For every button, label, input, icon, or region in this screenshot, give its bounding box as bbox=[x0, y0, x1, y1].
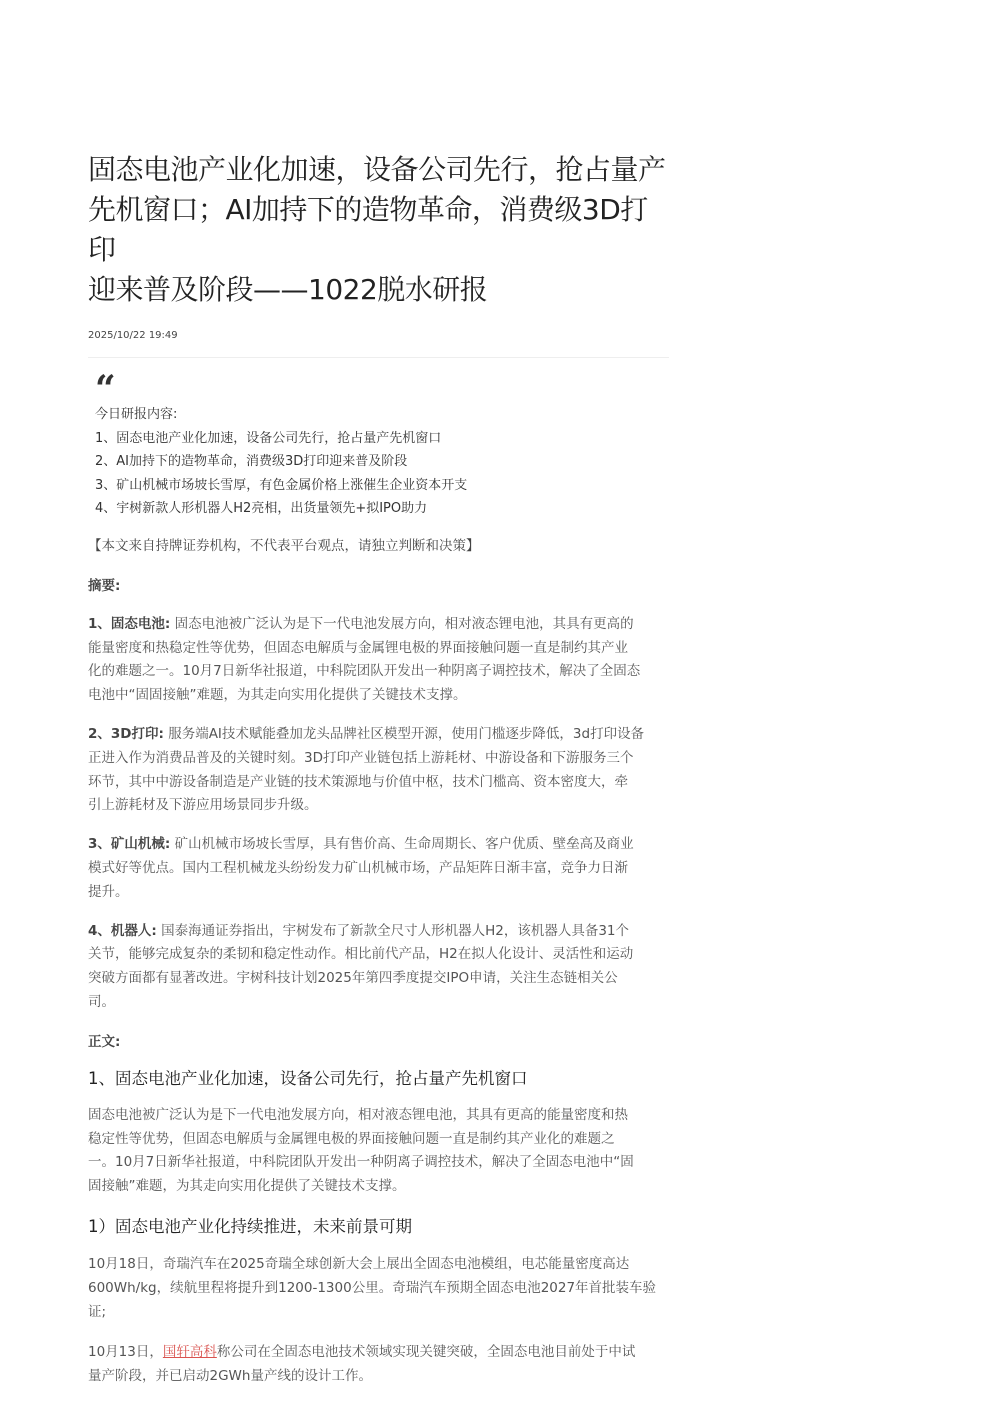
summary-item-label: 2、3D打印: bbox=[88, 725, 164, 742]
summary-line: 化的难题之一。10月7日新华社报道，中科院团队开发出一种阴离子调控技术，解决了全固态 bbox=[88, 663, 641, 680]
paragraph-line: 量产阶段，并已启动2GWh量产线的设计工作。 bbox=[88, 1368, 372, 1385]
summary-item bbox=[88, 833, 669, 904]
summary-text: 固态电池被广泛认为是下一代电池发展方向，相对液态锂电池，其具有更高的 bbox=[170, 615, 634, 632]
quote-mark-icon: “ bbox=[95, 368, 116, 410]
quote-line: 今日研报内容: bbox=[95, 407, 178, 422]
summary-item-label: 3、矿山机械: bbox=[88, 836, 171, 853]
paragraph-line: 证; bbox=[88, 1303, 107, 1320]
summary-item-label: 4、机器人: bbox=[88, 922, 157, 939]
paragraph-prefix: 10月13日， bbox=[88, 1344, 163, 1361]
summary-line bbox=[88, 613, 669, 637]
summary-line: 模式好等优点。国内工程机械龙头纷纷发力矿山机械市场，产品矩阵日渐丰富，竞争力日渐 bbox=[88, 859, 628, 876]
summary-text: 矿山机械市场坡长雪厚，具有售价高、生命周期长、客户优质、壁垒高及商业 bbox=[170, 836, 634, 853]
summary-line bbox=[88, 723, 669, 747]
quote-line: 1、固态电池产业化加速，设备公司先行，抢占量产先机窗口 bbox=[95, 430, 442, 446]
paragraph-line: 固态电池被广泛认为是下一代电池发展方向，相对液态锂电池，其具有更高的能量密度和热 bbox=[88, 1106, 628, 1123]
publish-date: 2025/10/22 19:49 bbox=[88, 330, 178, 341]
summary-line bbox=[88, 833, 669, 857]
summary-line: 关节，能够完成复杂的柔韧和稳定性动作。相比前代产品，H2在拟人化设计、灵活性和运动 bbox=[88, 946, 634, 963]
paragraph-line: 10月18日，奇瑞汽车在2025奇瑞全球创新大会上展出全固态电池模组，电芯能量密度高达 bbox=[88, 1255, 630, 1272]
company-link[interactable]: 国轩高科 bbox=[162, 1344, 217, 1361]
quote-line: 4、宇树新款人形机器人H2亮相，出货量领先+拟IPO助力 bbox=[95, 501, 428, 517]
summary-label: 摘要: bbox=[88, 577, 121, 594]
paragraph-line: 固接触”难题，为其走向实用化提供了关键技术支撑。 bbox=[88, 1178, 406, 1195]
section-heading: 1、固态电池产业化加速，设备公司先行，抢占量产先机窗口 bbox=[88, 1068, 528, 1088]
subsection-heading: 1）固态电池产业化持续推进，未来前景可期 bbox=[88, 1216, 412, 1236]
paragraph-chery bbox=[88, 1253, 669, 1324]
summary-line: 电池中“固固接触”难题，为其走向实用化提供了关键技术支撑。 bbox=[88, 687, 467, 704]
summary-text: 服务端AI技术赋能叠加龙头品牌社区模型开源，使用门槛逐步降低，3d打印设备 bbox=[163, 725, 645, 742]
summary-line: 司。 bbox=[88, 993, 115, 1010]
summary-line: 环节，其中中游设备制造是产业链的技术策源地与价值中枢，技术门槛高、资本密度大，牵 bbox=[88, 773, 628, 790]
paragraph-text: 称公司在全固态电池技术领域实现关键突破，全固态电池目前处于中试 bbox=[216, 1344, 636, 1361]
summary-item-label: 1、固态电池: bbox=[88, 615, 171, 632]
quote-lines bbox=[95, 403, 669, 521]
divider bbox=[88, 357, 669, 358]
paragraph-line: 一。10月7日新华社报道，中科院团队开发出一种阴离子调控技术，解决了全固态电池中“固 bbox=[88, 1154, 634, 1171]
summary-line: 提升。 bbox=[88, 883, 129, 900]
disclaimer: 【本文来自持牌证券机构，不代表平台观点，请独立判断和决策】 bbox=[88, 537, 480, 554]
paragraph-gotion bbox=[88, 1341, 669, 1389]
summary-line: 正进入作为消费品普及的关键时刻。3D打印产业链包括上游耗材、中游设备和下游服务三个 bbox=[88, 749, 634, 766]
body-label: 正文: bbox=[88, 1033, 121, 1050]
paragraph-line: 稳定性等优势，但固态电解质与金属锂电极的界面接触问题一直是制约其产业化的难题之 bbox=[88, 1130, 615, 1147]
title-line: 迎来普及阶段——1022脱水研报 bbox=[88, 273, 488, 306]
summary-item bbox=[88, 920, 669, 1015]
summary-item bbox=[88, 723, 669, 818]
quote-line: 3、矿山机械市场坡长雪厚，有色金属价格上涨催生企业资本开支 bbox=[95, 477, 468, 493]
article-title bbox=[88, 150, 669, 310]
quote-block bbox=[88, 368, 669, 521]
summary-line bbox=[88, 920, 669, 944]
paragraph-line: 600Wh/kg，续航里程将提升到1200-1300公里。奇瑞汽车预期全固态电池2027年首批装车验 bbox=[88, 1279, 657, 1296]
summary-item bbox=[88, 613, 669, 708]
summary-text: 国泰海通证券指出，宇树发布了新款全尺寸人形机器人H2，该机器人具备31个 bbox=[156, 922, 630, 939]
title-line: 先机窗口；AI加持下的造物革命，消费级3D打印 bbox=[88, 193, 648, 266]
summary-line: 突破方面都有显著改进。宇树科技计划2025年第四季度提交IPO申请，关注生态链相关公 bbox=[88, 970, 618, 987]
article bbox=[88, 150, 669, 1389]
quote-line: 2、AI加持下的造物革命，消费级3D打印迎来普及阶段 bbox=[95, 454, 408, 470]
paragraph-line bbox=[88, 1341, 669, 1365]
section-paragraph bbox=[88, 1104, 669, 1199]
summary-line: 能量密度和热稳定性等优势，但固态电解质与金属锂电极的界面接触问题一直是制约其产业 bbox=[88, 639, 628, 656]
title-line: 固态电池产业化加速，设备公司先行，抢占量产 bbox=[88, 153, 666, 186]
summary-line: 引上游耗材及下游应用场景同步升级。 bbox=[88, 797, 318, 814]
